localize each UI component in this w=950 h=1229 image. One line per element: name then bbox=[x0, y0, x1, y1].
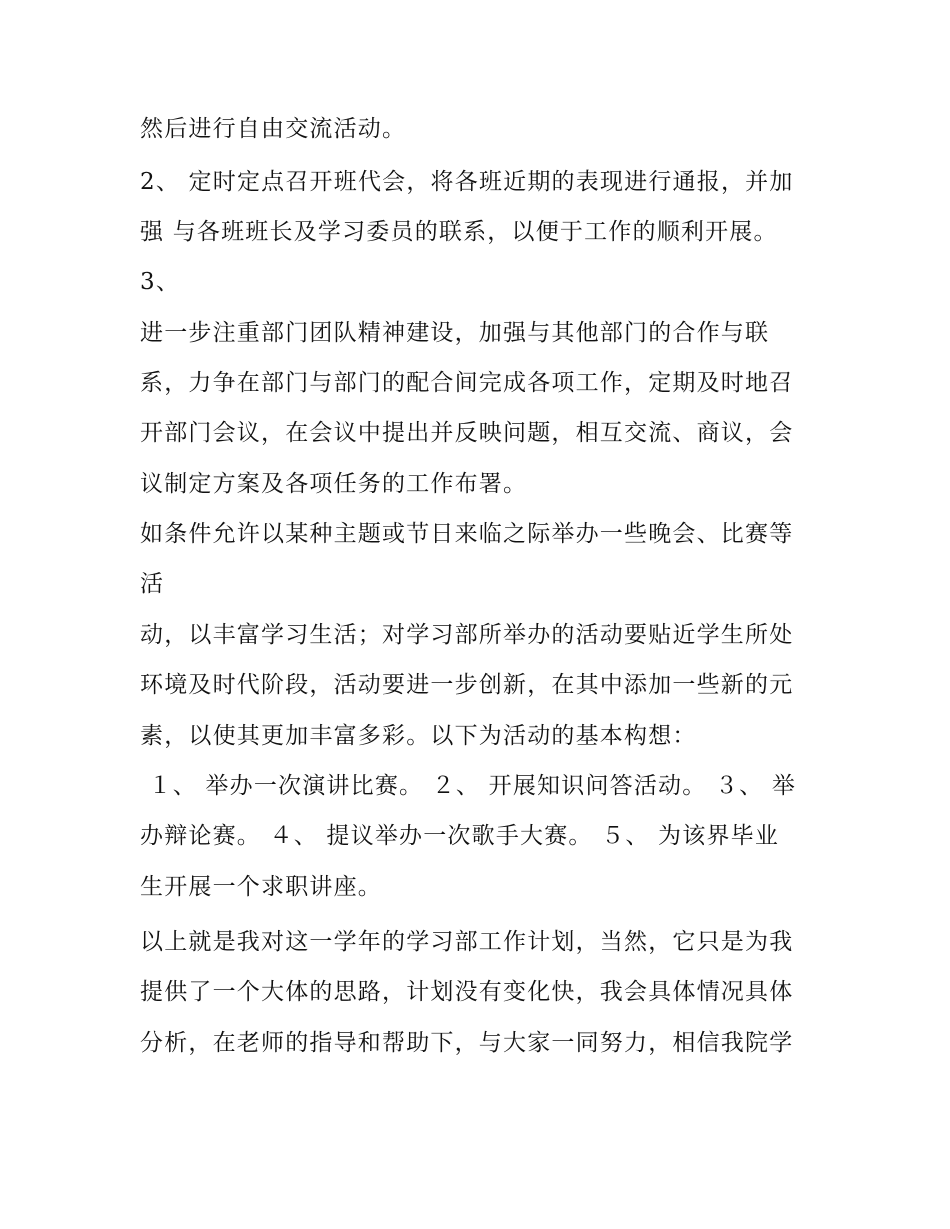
text-line: 如条件允许以某种主题或节日来临之际举办一些晚会、比赛等 bbox=[140, 521, 794, 547]
text-line: 议制定方案及各项任务的工作布署。 bbox=[140, 471, 528, 497]
text-line: 环境及时代阶段，活动要进一步创新，在其中添加一些新的元 bbox=[140, 672, 794, 698]
text-line: 生开展一个求职讲座。 bbox=[140, 874, 382, 900]
text-line: 强 与各班班长及学习委员的联系，以便于工作的顺利开展。 bbox=[140, 219, 778, 245]
text-line: 系，力争在部门与部门的配合间完成各项工作，定期及时地召 bbox=[140, 370, 794, 396]
text-line: 3、 bbox=[140, 269, 181, 295]
text-line: 办辩论赛。 ４、 提议举办一次歌手大赛。 ５、 为该界毕业 bbox=[140, 823, 780, 849]
text-line: 分析，在老师的指导和帮助下，与大家一同努力，相信我院学 bbox=[140, 1030, 794, 1056]
text-line: 提供了一个大体的思路，计划没有变化快，我会具体情况具体 bbox=[140, 979, 794, 1005]
text-line: 开部门会议，在会议中提出并反映问题，相互交流、商议，会 bbox=[140, 420, 794, 446]
text-line: 以上就是我对这一学年的学习部工作计划，当然，它只是为我 bbox=[140, 929, 794, 955]
text-line: 动，以丰富学习生活；对学习部所举办的活动要贴近学生所处 bbox=[140, 622, 794, 648]
text-line: 活 bbox=[140, 571, 165, 597]
text-line: 进一步注重部门团队精神建设，加强与其他部门的合作与联 bbox=[140, 320, 770, 346]
text-line: 然后进行自由交流活动。 bbox=[140, 116, 407, 142]
text-line: 素，以使其更加丰富多彩。以下为活动的基本构想： bbox=[140, 723, 697, 749]
text-line: 2、 定时定点召开班代会，将各班近期的表现进行通报，并加 bbox=[140, 169, 794, 195]
text-line: １、 举办一次演讲比赛。 ２、 开展知识问答活动。 ３、 举 bbox=[140, 773, 797, 799]
